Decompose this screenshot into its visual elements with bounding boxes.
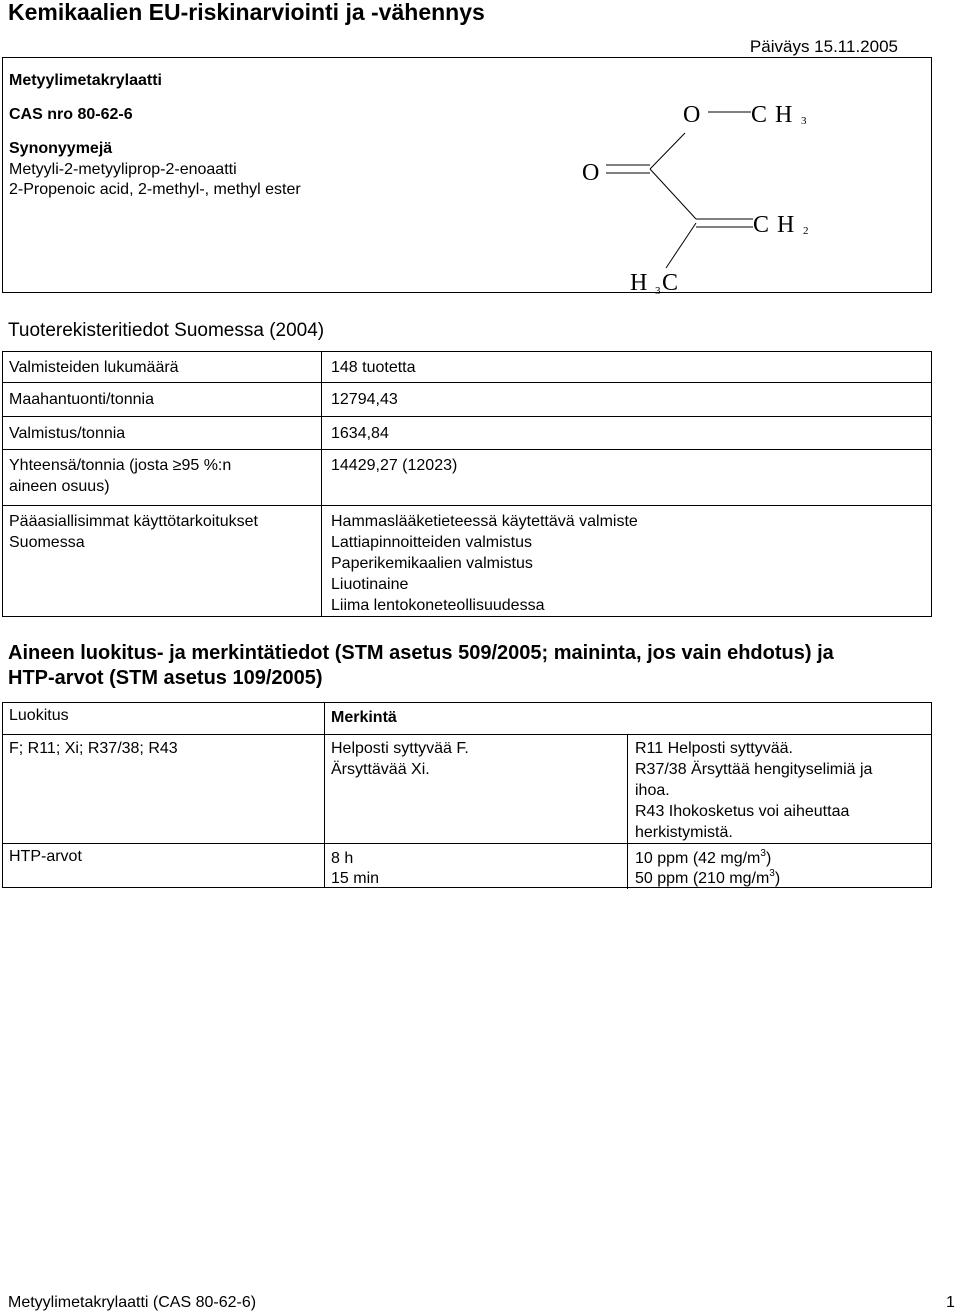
table-row bbox=[3, 383, 931, 417]
footer-name: Metyylimetakrylaatti (CAS 80-62-6) bbox=[8, 1294, 257, 1311]
row-divider-2 bbox=[3, 843, 931, 844]
registry-title: Tuoterekisteritiedot Suomessa (2004) bbox=[8, 320, 325, 341]
column-header-merkinta: Merkintä bbox=[331, 709, 397, 726]
classification-table bbox=[2, 702, 932, 888]
row-label: Maahantuonti/tonnia bbox=[9, 391, 154, 408]
htp-value-text: 50 ppm (210 mg/m bbox=[635, 870, 770, 887]
ch2-c-label: C bbox=[753, 212, 770, 238]
h3c-h-label: H bbox=[630, 270, 648, 296]
synonym-2: 2-Propenoic acid, 2-methyl-, methyl ester bbox=[9, 181, 301, 198]
use-item: Liima lentokoneteollisuudessa bbox=[331, 597, 545, 614]
classification-value: F; R11; Xi; R37/38; R43 bbox=[9, 740, 178, 757]
htp-value-sup: 3 bbox=[769, 868, 775, 879]
r-phrase-line: R11 Helposti syttyvää. bbox=[635, 740, 793, 757]
synonyms-label: Synonyymejä bbox=[9, 140, 113, 157]
ch2-subscript: 2 bbox=[803, 225, 809, 237]
page-number: 1 bbox=[946, 1294, 955, 1311]
use-item: Liuotinaine bbox=[331, 576, 409, 593]
table-row bbox=[3, 506, 931, 618]
carbonyl-o-label: O bbox=[582, 160, 600, 186]
ester-o-label: O bbox=[683, 102, 701, 128]
row-value: 148 tuotetta bbox=[331, 359, 416, 376]
row-divider-1 bbox=[3, 734, 931, 735]
r-phrase-line: R37/38 Ärsyttää hengityselimiä ja bbox=[635, 761, 873, 778]
ch3-h-label: H bbox=[775, 102, 793, 128]
row-label: Valmistus/tonnia bbox=[9, 425, 126, 442]
r-phrase-line: herkistymistä. bbox=[635, 824, 733, 841]
htp-label: HTP-arvot bbox=[9, 848, 82, 865]
h3c-c-label: C bbox=[662, 270, 679, 296]
row-label-line1: Yhteensä/tonnia (josta ≥95 %:n bbox=[9, 457, 232, 474]
document-date: Päiväys 15.11.2005 bbox=[749, 37, 898, 56]
table-row bbox=[3, 450, 931, 506]
row-label-line2: aineen osuus) bbox=[9, 478, 110, 495]
table-row bbox=[3, 417, 931, 450]
page-title: Kemikaalien EU-riskinarviointi ja -vähennys bbox=[8, 0, 485, 25]
col-divider-2 bbox=[627, 734, 628, 889]
ch3-c-label: C bbox=[751, 102, 768, 128]
row-value: 14429,27 (12023) bbox=[331, 457, 458, 474]
synonym-1: Metyyli-2-metyyliprop-2-enoaatti bbox=[9, 161, 237, 178]
htp-value-close: ) bbox=[774, 870, 781, 887]
htp-value bbox=[635, 848, 771, 869]
h3c-subscript: 3 bbox=[655, 285, 661, 297]
use-item: Paperikemikaalien valmistus bbox=[331, 555, 533, 572]
labelling-item: Helposti syttyvää F. bbox=[331, 740, 469, 757]
labelling-item: Ärsyttävää Xi. bbox=[331, 761, 430, 778]
ch3-subscript: 3 bbox=[801, 115, 807, 127]
table-row bbox=[3, 352, 931, 383]
use-item: Hammaslääketieteessä käytettävä valmiste bbox=[331, 513, 638, 530]
identity-box bbox=[2, 57, 932, 297]
ch2-h-label: H bbox=[777, 212, 795, 238]
classification-title-line2: HTP-arvot (STM asetus 109/2005) bbox=[8, 667, 323, 689]
htp-value bbox=[635, 868, 780, 889]
htp-value-sup: 3 bbox=[760, 848, 766, 859]
row-value: 1634,84 bbox=[331, 425, 389, 442]
r-phrase-line: ihoa. bbox=[635, 782, 670, 799]
classification-title-line1: Aineen luokitus- ja merkintätiedot (STM asetus 509/2005; maininta, jos vain ehdotus) ja bbox=[8, 642, 834, 664]
use-item: Lattiapinnoitteiden valmistus bbox=[331, 534, 533, 551]
substance-name: Metyylimetakrylaatti bbox=[9, 72, 162, 89]
row-label-line2: Suomessa bbox=[9, 534, 85, 551]
row-label-line1: Pääasiallisimmat käyttötarkoitukset bbox=[9, 513, 258, 530]
cas-number: CAS nro 80-62-6 bbox=[9, 106, 133, 123]
htp-value-text: 10 ppm (42 mg/m bbox=[635, 850, 761, 867]
r-phrase-line: R43 Ihokosketus voi aiheuttaa bbox=[635, 803, 850, 820]
row-label: Valmisteiden lukumäärä bbox=[9, 359, 179, 376]
col-divider-1 bbox=[324, 703, 325, 887]
structure-diagram bbox=[563, 56, 863, 300]
registry-table bbox=[2, 351, 932, 617]
htp-time: 15 min bbox=[331, 870, 380, 887]
htp-value-close: ) bbox=[765, 850, 772, 867]
row-value: 12794,43 bbox=[331, 391, 398, 408]
column-header-luokitus: Luokitus bbox=[9, 707, 69, 724]
htp-time: 8 h bbox=[331, 850, 354, 867]
